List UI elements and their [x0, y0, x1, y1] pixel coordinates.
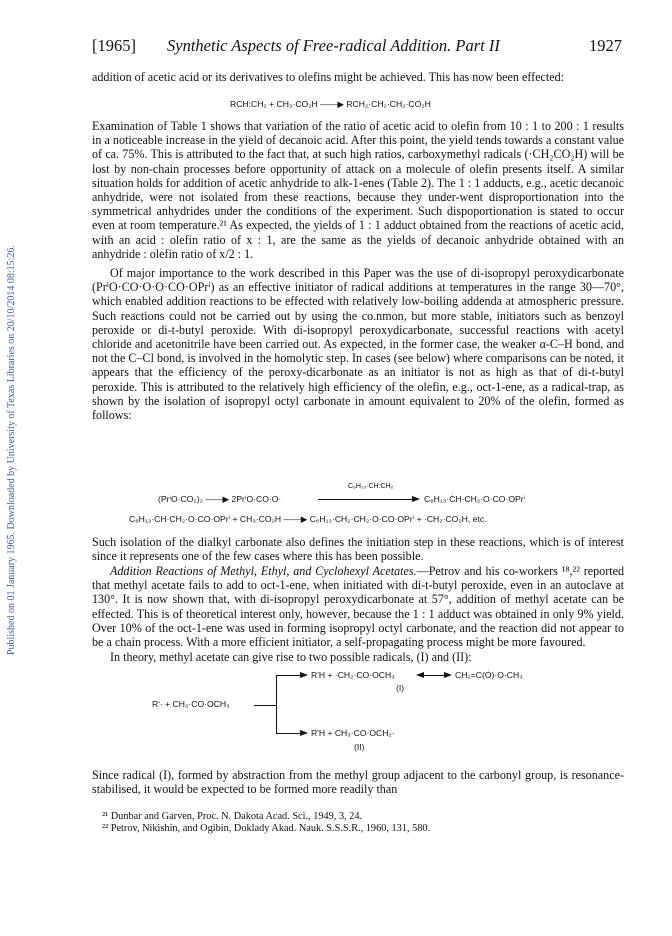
header-year: [1965]: [92, 36, 136, 55]
scheme-label-II: (II): [354, 742, 365, 752]
paragraph-7: Since radical (I), formed by abstraction from the methyl group adjacent to the carbonyl group, is resonance-stabilised, it would be expected to be formed more readily than: [92, 768, 624, 797]
scheme-stem-line: [254, 705, 276, 706]
section-heading: Addition Reactions of Methyl, Ethyl, and Cyclohexyl Acetates.: [110, 564, 417, 578]
equation-1: RCH:CH₂ + CH₃·CO₂H ——▶ RCH₂·CH₂·CH₂·CO₂H: [230, 99, 431, 109]
paragraph-3: Of major importance to the work described in this Paper was the use of di-isopropyl peroxydicarbonate (PrⁱO·CO·O·O·CO·OPrⁱ) as an effective initiator of radical additions at temperatures in the range 30—70°, which enabled addition reactions to be effected with relatively low-boiling addenda at atmospheric pressure. Such reactions could not be carried out by using the co.nmon, but more stable, initiators such as benzoyl peroxide or di-t-butyl peroxide. With di-isopropyl peroxydicarbonate, successful reactions with acetyl chloride and acetonitrile have been carried out. As expected, in the former case, the weaker α-C–H bond, and not the C–Cl bond, is involved in the homolytic step. In cases (see below) where comparisons can be noted, it appears that the efficiency of the peroxy-dicarbonate as an initiator is not as high as that of di-t-butyl peroxide. This is attributed to the relatively high efficiency of the olefin, e.g., oct-1-ene, as a radical-trap, as shown by the isolation of isopropyl octyl carbonate in amount equivalent to 20% of the olefin, formed as follows:: [92, 266, 624, 423]
paragraph-1: addition of acetic acid or its derivatives to olefins might be achieved. This has now been effected:: [92, 70, 565, 84]
equation-2-arrow-line: [318, 499, 416, 500]
paragraph-4: Such isolation of the dialkyl carbonate also defines the initiation step in these reactions, which is of interest since it represents one of the few cases where this has been possible.: [92, 535, 624, 564]
scheme-resonance-form: CH₂=C(Ȯ)·O·CH₃: [455, 670, 523, 680]
equation-2-left: (PrⁱO·CO₂)₂ ——▶ 2PrⁱO·CO·O·: [158, 494, 282, 504]
header-page-number: 1927: [589, 36, 622, 55]
scheme-label-I: (I): [396, 683, 405, 693]
equation-2-arrowhead: [412, 496, 420, 502]
paragraph-5: [92, 564, 624, 649]
scheme-upper-product: R'H + ·CH₂·CO·OCH₃: [311, 670, 395, 680]
footnote-22: ²² Petrov, Nikishin, and Ogibin, Doklady Akad. Nauk. S.S.S.R., 1960, 131, 580.: [102, 823, 431, 834]
page-header: [92, 36, 622, 58]
footnote-21: ²¹ Dunbar and Garven, Proc. N. Dakota Acad. Sci., 1949, 3, 24.: [102, 811, 363, 822]
paragraph-6: In theory, methyl acetate can give rise to two possible radicals, (I) and (II):: [110, 650, 472, 664]
scheme-upper-arrowhead: [300, 672, 308, 678]
scheme-vertical-line: [276, 675, 277, 733]
equation-3: C₆H₁₃·ĊH·CH₂·O·CO·OPrⁱ + CH₃·CO₂H ——▶ C₆H₁₃·CH₂·CH₂·O·CO·OPrⁱ + ·CH₂·CO₂H, etc.: [129, 514, 487, 524]
paragraph-2: Examination of Table 1 shows that variation of the ratio of acetic acid to olefin from 10 : 1 to 200 : 1 results in a noticeable increase in the yield of decanoic acid. After this point, the yield tends towards a constant value of ca. 75%. This is attributed to the fact that, at such high ratios, carboxymethyl radicals (·CH₂CO₂H) will be lost by non-chain processes before opportunity of attack on a molecule of olefin presents itself. A similar situation holds for addition of acetic anhydride to alk-1-enes (Table 2). The 1 : 1 adducts, e.g., acetic decanoic anhydride, were not isolated from these reactions, because they under-went disproportionation into the symmetrical anhydrides under the conditions of the experiment. Such dispoportionation is stated to occur even at room temperature.²¹ As expected, the yields of 1 : 1 adduct obtained from the reactions of acetic acid, with an acid : olefin ratio of x : 1, are the same as the yields of decanoic anhydride obtained with an anhydride : olefin ratio of x/2 : 1.: [92, 119, 624, 261]
scheme-lower-product: R'H + CH₃·CO·OCH₂·: [311, 728, 395, 738]
scheme-resonance-left-arrowhead: [416, 672, 424, 678]
equation-2-over-arrow: C₆H₁₃·CH:CH₂: [348, 483, 394, 490]
paragraph-5-body: —Petrov and his co-workers ¹⁸,²² reported that methyl acetate fails to add to oct-1-ene, when initiated with di-t-butyl peroxide, even in an autoclave at 130°. It is now shown that, with di-isopropyl peroxydicarbonate at 57°, addition of methyl acetate can be effected. This is of theoretical interest only, however, because the 1 : 1 adduct was obtained in only 9% yield. Over 10% of the oct-1-ene was used in forming isopropyl octyl carbonate, and the reaction did not appear to be a chain process. With a more efficient initiator, a self-propagating process might be more favoured.: [92, 564, 624, 650]
header-title: Synthetic Aspects of Free-radical Addition. Part II: [167, 36, 500, 55]
scheme-reactant: R'· + CH₃·CO·OCH₃: [152, 699, 230, 709]
scheme-resonance-right-arrowhead: [444, 672, 452, 678]
equation-2-right: C₆H₁₃·ĊH·CH₂·O·CO·OPrⁱ: [424, 494, 526, 504]
scheme-resonance-line: [424, 675, 444, 676]
scheme-lower-arrowhead: [300, 730, 308, 736]
download-sidebar-note: Published on 01 January 1965. Downloaded by University of Texas Libraries on 20/10/2014 08:15:26.: [6, 245, 17, 655]
